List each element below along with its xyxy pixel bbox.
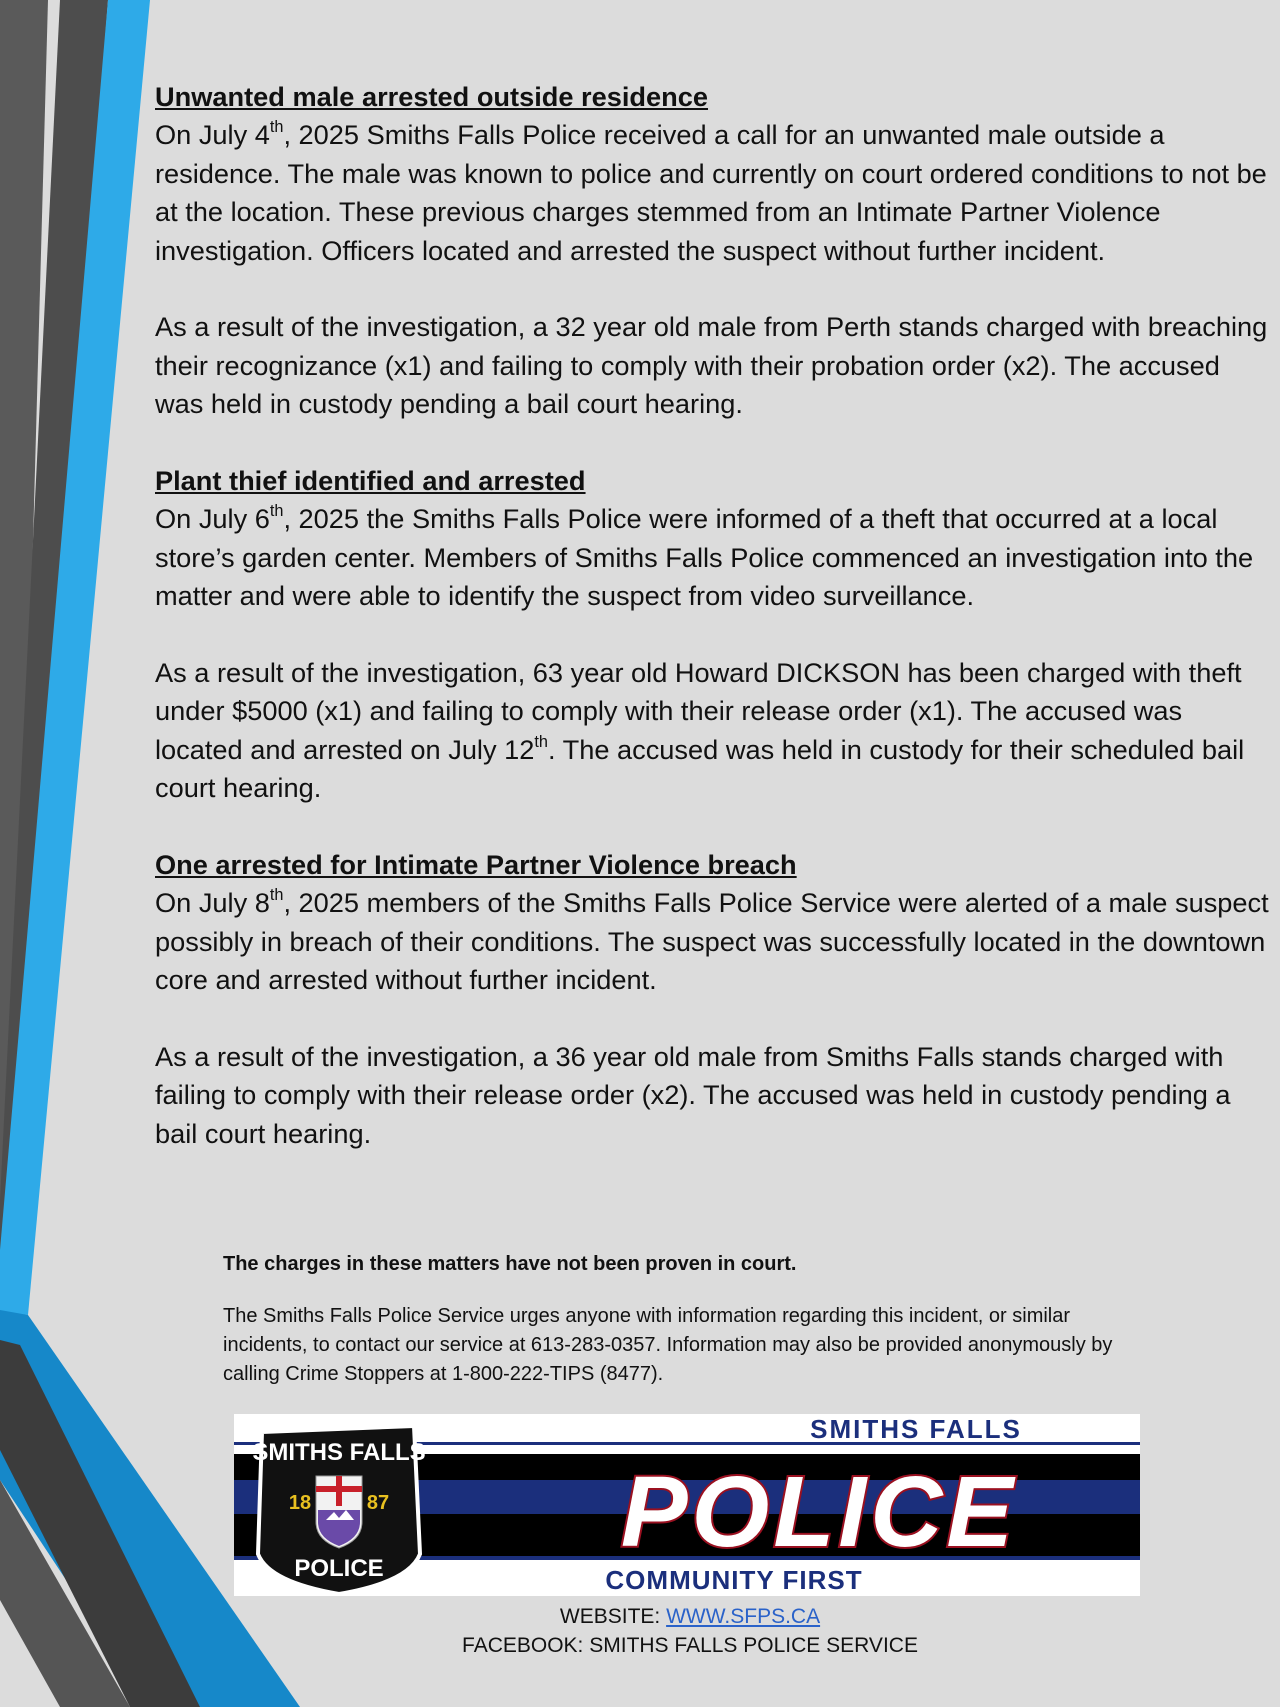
article-paragraph xyxy=(155,654,1270,808)
police-banner-logo xyxy=(234,1414,1140,1596)
website-label: WEBSITE: xyxy=(559,1605,667,1628)
facebook-line: FACEBOOK: SMITHS FALLS POLICE SERVICE xyxy=(462,1634,918,1657)
paragraph-text: On July 6 xyxy=(155,503,270,535)
website-line xyxy=(0,1602,1280,1631)
press-release-body xyxy=(155,78,1270,1153)
article-heading: Unwanted male arrested outside residence xyxy=(155,81,709,112)
article-heading: Plant thief identified and arrested xyxy=(155,465,586,497)
disclaimer-text: The charges in these matters have not been proven in court. xyxy=(223,1253,797,1275)
badge-bottom-text: POLICE xyxy=(294,1555,384,1582)
paragraph-text: , 2025 the Smiths Falls Police were informed of a theft that occurred at a local store’s garden center. Members of Smiths Falls Police commenced an investigation into the matter and were able to identify the suspect from video surveillance. xyxy=(155,503,1254,612)
banner-main-text: POLICE xyxy=(620,1456,1018,1568)
badge-year-left: 18 xyxy=(288,1492,312,1514)
ordinal-suffix: th xyxy=(269,502,284,521)
ordinal-suffix: th xyxy=(534,732,548,751)
banner-top-text: SMITHS FALLS xyxy=(810,1414,1022,1444)
paragraph-text: , 2025 members of the Smiths Falls Police Service were alerted of a male suspect possibly in breach of their conditions. The suspect was successfully located in the downtown core and arrested without further incident. xyxy=(155,887,1269,996)
footer xyxy=(0,1602,1280,1660)
ordinal-suffix: th xyxy=(269,118,284,137)
paragraph-text: . The accused was held in custody for their scheduled bail court hearing. xyxy=(155,733,1245,804)
article-heading: One arrested for Intimate Partner Violence breach xyxy=(155,849,797,881)
paragraph-text: On July 8 xyxy=(155,887,270,919)
paragraph-text: , 2025 Smiths Falls Police received a call for an unwanted male outside a residence. The male was known to police and currently on court ordered conditions to not be at the location. These previous charges stemmed from an Intimate Partner Violence investigation. Officers located and arrested the suspect without further incident. xyxy=(155,119,1267,266)
banner-bottom-text: COMMUNITY FIRST xyxy=(605,1565,863,1595)
article-paragraph xyxy=(155,500,1270,615)
notice-block xyxy=(223,1250,1123,1389)
badge-year-right: 87 xyxy=(366,1492,390,1514)
police-badge-icon xyxy=(252,1426,425,1594)
article-paragraph xyxy=(155,116,1270,270)
paragraph-text: On July 4 xyxy=(155,119,270,151)
article-paragraph: As a result of the investigation, a 36 year old male from Smiths Falls stands charged with failing to comply with their release order (x2). The accused was held in custody pending a bail court hearing. xyxy=(155,1041,1231,1149)
badge-top-text: SMITHS FALLS xyxy=(252,1439,426,1466)
contact-text: The Smiths Falls Police Service urges anyone with information regarding this incident, or similar incidents, to contact our service at 613-283-0357. Information may also be provided anonymously by calling Crime Stoppers at 1-800-222-TIPS (8477). xyxy=(223,1305,1113,1385)
paragraph-text: As a result of the investigation, 63 year old Howard DICKSON has been charged with theft under $5000 (x1) and failing to comply with their release order (x1). The accused was located and arrested on July 12 xyxy=(155,657,1242,765)
website-link[interactable]: WWW.SFPS.CA xyxy=(666,1605,821,1628)
article-paragraph: As a result of the investigation, a 32 year old male from Perth stands charged with breaching their recognizance (x1) and failing to comply with their probation order (x2). The accused was held in custody pending a bail court hearing. xyxy=(155,311,1268,420)
article-paragraph xyxy=(155,884,1270,999)
ordinal-suffix: th xyxy=(269,886,284,905)
